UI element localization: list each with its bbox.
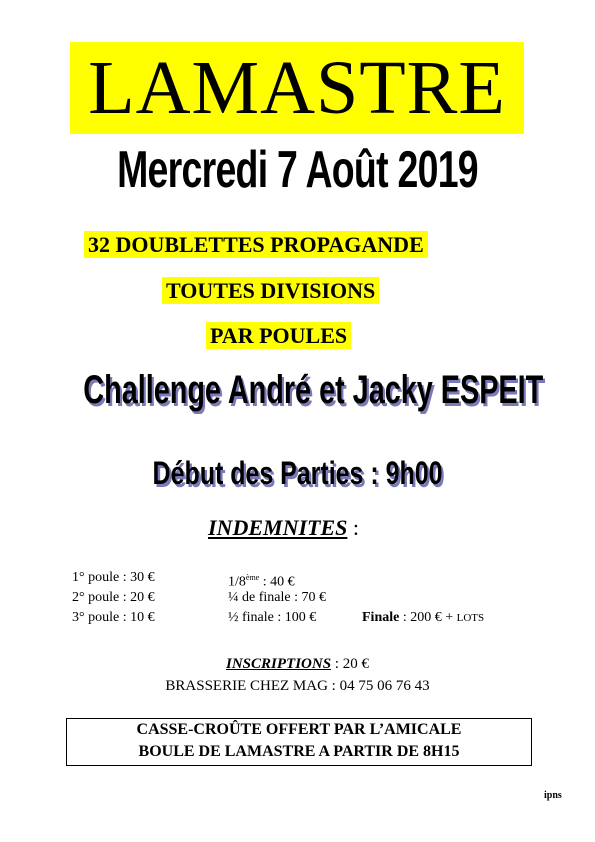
ipns-mark: ipns bbox=[544, 790, 562, 801]
huitieme-pre: 1/8 bbox=[228, 574, 246, 590]
challenge-title: Challenge André et Jacky ESPEIT bbox=[83, 368, 544, 412]
event-date: Mercredi 7 Août 2019 bbox=[117, 141, 478, 199]
town-title: LAMASTRE bbox=[70, 42, 524, 134]
divisions-line: TOUTES DIVISIONS bbox=[162, 277, 379, 304]
casse-croute-box bbox=[66, 718, 532, 766]
huitieme-sup: ème bbox=[245, 573, 260, 582]
prize-poule-1: 1° poule : 30 € bbox=[72, 570, 155, 585]
inscriptions-value: : 20 € bbox=[331, 656, 369, 672]
indemnites-heading bbox=[208, 514, 359, 542]
finale-label: Finale bbox=[362, 610, 400, 625]
format-line: 32 DOUBLETTES PROPAGANDE bbox=[84, 231, 428, 258]
box-line-2: BOULE DE LAMASTRE A PARTIR DE 8H15 bbox=[138, 743, 460, 760]
brasserie-contact: BRASSERIE CHEZ MAG : 04 75 06 76 43 bbox=[165, 678, 430, 694]
finale-extra: LOTS bbox=[456, 612, 485, 624]
start-time: Début des Parties : 9h00 bbox=[152, 455, 443, 491]
inscriptions-label: INSCRIPTIONS bbox=[226, 656, 332, 672]
inscriptions-line bbox=[0, 654, 595, 674]
pools-line: PAR POULES bbox=[206, 322, 351, 349]
prize-poule-3: 3° poule : 10 € bbox=[72, 610, 155, 625]
indemnites-label: INDEMNITES bbox=[208, 515, 348, 540]
finale-value: : 200 € + bbox=[399, 610, 457, 625]
prize-poule-2: 2° poule : 20 € bbox=[72, 590, 155, 605]
prize-quart: ¼ de finale : 70 € bbox=[228, 590, 326, 605]
indemnites-suffix: : bbox=[347, 515, 359, 540]
prize-finale bbox=[362, 608, 484, 628]
prize-demi: ½ finale : 100 € bbox=[228, 610, 317, 625]
box-line-1: CASSE-CROÛTE OFFERT PAR L’AMICALE bbox=[136, 721, 462, 738]
huitieme-post: : 40 € bbox=[259, 574, 295, 590]
